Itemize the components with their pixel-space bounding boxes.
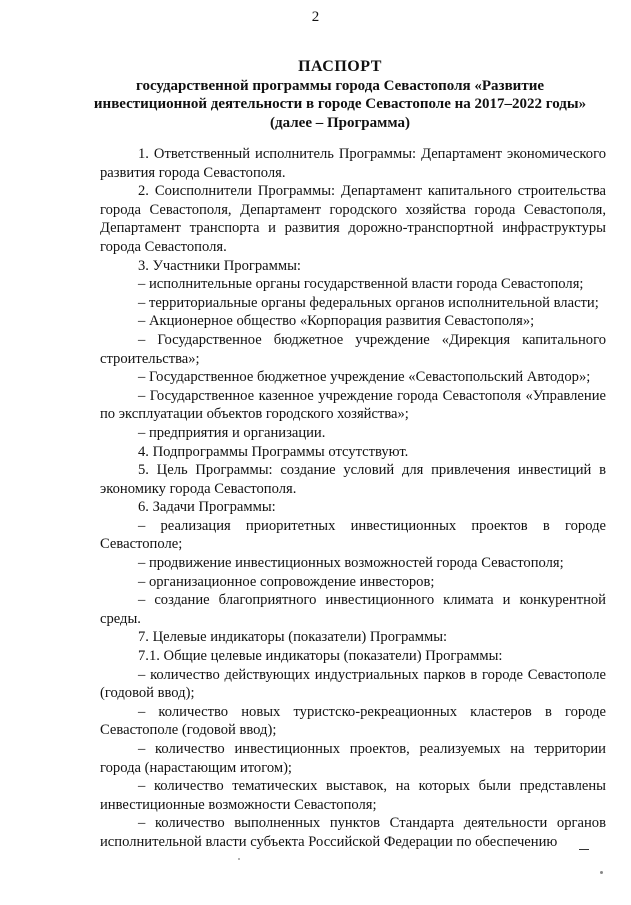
paragraph-responsible-executor: 1. Ответственный исполнитель Программы: Департамент экономического развития города Севастополя. xyxy=(100,146,606,181)
scan-speck xyxy=(600,871,603,874)
paragraph-co-executors: 2. Соисполнители Программы: Департамент капитального строительства города Севастополя, Департамент городского хозяйства города Севастополя, Департамент транспорта и развития дорожно-транспортной инфраструктуры города Севастополя. xyxy=(100,183,606,255)
page-number: 2 xyxy=(311,9,320,25)
list-item-participant: – предприятия и организации. xyxy=(138,424,326,441)
list-item-indicator: – количество инвестиционных проектов, реализуемых на территории города (нарастающим итогом); xyxy=(100,741,606,776)
paragraph-participants-heading: 3. Участники Программы: xyxy=(138,257,301,274)
document-title: ПАСПОРТ xyxy=(298,58,382,75)
paragraph-tasks-heading: 6. Задачи Программы: xyxy=(138,499,276,516)
list-item-participant: – территориальные органы федеральных органов исполнительной власти; xyxy=(138,294,599,311)
list-item-task: – организационное сопровождение инвесторов; xyxy=(138,573,435,590)
list-item-participant: – Государственное казенное учреждение города Севастополя «Управление по эксплуатации объектов городского хозяйства»; xyxy=(100,387,606,423)
paragraph-indicators-heading: 7. Целевые индикаторы (показатели) Программы: xyxy=(138,629,448,646)
passport-title-block xyxy=(70,58,610,132)
paragraph-general-indicators-heading: 7.1. Общие целевые индикаторы (показатели) Программы: xyxy=(138,648,503,665)
document-subtitle-line-3: (далее – Программа) xyxy=(270,114,410,131)
list-item-indicator: – количество действующих индустриальных парков в городе Севастополе (годовой ввод); xyxy=(100,666,606,702)
paragraph-program-goal: 5. Цель Программы: создание условий для привлечения инвестиций в экономику города Севастополя. xyxy=(100,462,606,497)
document-body xyxy=(100,145,606,852)
list-item-task: – создание благоприятного инвестиционного климата и конкурентной среды. xyxy=(100,592,606,627)
scan-mark xyxy=(579,849,589,850)
paragraph-subprograms: 4. Подпрограммы Программы отсутствуют. xyxy=(138,443,409,460)
list-item-participant: – Государственное бюджетное учреждение «Дирекция капитального строительства»; xyxy=(100,331,606,367)
list-item-task: – реализация приоритетных инвестиционных проектов в городе Севастополе; xyxy=(100,517,606,553)
document-subtitle-line-1: государственной программы города Севастополя «Развитие xyxy=(136,77,544,94)
scan-speck xyxy=(238,858,240,860)
list-item-indicator: – количество новых туристско-рекреационных кластеров в городе Севастополе (годовой ввод); xyxy=(100,703,606,739)
document-subtitle-line-2: инвестиционной деятельности в городе Севастополе на 2017–2022 годы» xyxy=(93,96,587,112)
list-item-participant: – Государственное бюджетное учреждение «Севастопольский Автодор»; xyxy=(138,369,591,386)
list-item-indicator: – количество тематических выставок, на которых были представлены инвестиционные возможности Севастополя; xyxy=(100,778,606,813)
list-item-indicator: – количество выполненных пунктов Стандарта деятельности органов исполнительной власти субъекта Российской Федерации по обеспечению xyxy=(100,815,606,850)
list-item-task: – продвижение инвестиционных возможностей города Севастополя; xyxy=(138,555,564,572)
list-item-participant: – исполнительные органы государственной власти города Севастополя; xyxy=(138,276,584,293)
list-item-participant: – Акционерное общество «Корпорация развития Севастополя»; xyxy=(138,313,535,330)
